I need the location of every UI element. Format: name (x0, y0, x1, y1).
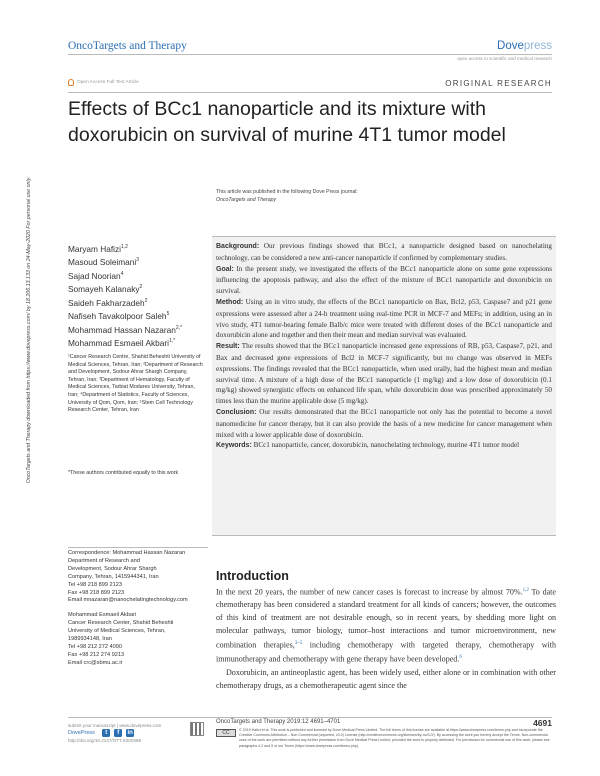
author-affiliation-ref: 2,* (175, 324, 183, 331)
author-name: Masoud Soleimani$^3$ (68, 257, 140, 268)
author-name: Somayeh Kalanaky$^2$ (68, 284, 143, 295)
author-name: Maryam Hafizi$^{1,2}$ (68, 243, 128, 254)
correspondence-1-heading: Correspondence: Mohammad Hassan Nazaran (68, 550, 186, 556)
article-type: ORIGINAL RESEARCH (445, 79, 552, 88)
author-affiliation-ref: 3 (136, 257, 140, 264)
publisher-logo-light: press (523, 40, 552, 52)
correspondence-line: Cancer Research Center, Shahid Beheshti (68, 620, 174, 627)
abstract-background: Background: Our previous findings showed that BCc1, a nanoparticle designed based on nanochelating technology, can be considered a new anti-cancer nanoparticle if confirmed by complementary studies. (216, 242, 552, 262)
publisher-logo[interactable] (497, 40, 552, 52)
doi-link[interactable]: http://doi.org/10.2147/OTT.S200388 (68, 738, 142, 744)
citation-ref[interactable]: 1,2 (522, 588, 529, 593)
author-affiliation-ref: 1,2 (121, 244, 128, 250)
correspondence-line: 1989934148, Iran (68, 636, 112, 643)
footer-brand[interactable]: DovePress (68, 730, 95, 737)
abstract-keywords: Keywords: BCc1 nanoparticle, cancer, doxorubicin, nanochelating technology, murine 4T1 tumor model (216, 441, 520, 450)
introduction-heading: Introduction (216, 569, 289, 583)
author-affiliation-ref: 2 (144, 297, 148, 304)
correspondence-rule (68, 547, 208, 548)
footer-citation: OncoTargets and Therapy 2019:12 4691–4701 (216, 719, 341, 725)
author-affiliation-ref: 1,* (169, 338, 176, 345)
qr-code-icon (190, 722, 204, 736)
correspondence-line: Tel +98 212 272 4090 (68, 643, 122, 650)
header-rule (68, 54, 552, 55)
footer-brand-row (68, 729, 208, 737)
footer-left (68, 722, 208, 744)
author-name: Sajad Noorian$^4$ (68, 270, 124, 281)
submit-manuscript-link[interactable]: submit your manuscript | www.dovepress.com (68, 723, 162, 728)
abstract-goal: Goal: In the present study, we investigated the effects of the BCc1 nanoparticle alone on some gene expressions influencing the apoptosis pathway, and also the effect of the mixture of BCc1 nanoparticle and doxorubicin on survival. (216, 264, 552, 296)
publisher-tagline: open access to scientific and medical research (457, 56, 552, 61)
affiliations: ¹Cancer Research Centre, Shahid Beheshti University of Medical Sciences, Tehran, Iran; ²Department of Research and Development, Sodour Ahrar Shargh Company, Tehran, Iran; ³Department of Hematology, Faculty of Medical Sciences, Tarbiat Modares University, Tehran, Iran; ⁴Department of Statistics, Faculty of Sciences, University of Qom, Qom, Iran; ⁵Stem Cell Technology Research Center, Tehran, Iran (68, 354, 203, 414)
open-access-label: Open Access Full Text Article (77, 80, 139, 85)
author-name: Nafiseh Tavakolpoor Saleh$^5$ (68, 311, 170, 322)
correspondence-line: Company, Tehran, 1415944341, Iran (68, 573, 159, 580)
author-affiliation-ref: 4 (120, 270, 124, 277)
correspondence-line: Department of Research and (68, 557, 140, 564)
publication-note (216, 188, 358, 204)
abstract-result: Result: The results showed that the BCc1 nanoparticle increased gene expressions of RB, p53, Caspase7, p21, and Bax and decreased gene expressions of Bcl2 in MCF-7 significantly, but no change was observed in MEFs expressions. The findings revealed that the BCc1 nanoparticle, when used orally, had the highest mean and median survival time. A mixture of a high dose of the BCc1 nanoparticle (1 mg/kg) and a low dose of doxorubicin (0.1 mg/kg) showed synergistic effects on enhanced life span, while doxorubicin dose was prescribed approximately 50 times less than the murine applicable dose (5 mg/kg). (216, 342, 552, 406)
citation-ref[interactable]: 3–5 (294, 640, 303, 646)
correspondence-2-heading: Mohammad Esmaeil Akbari (68, 612, 137, 619)
author-affiliation-ref: 5 (166, 311, 170, 318)
journal-name: OncoTargets and Therapy (68, 40, 187, 52)
correspondence-line: University of Medical Sciences, Tehran, (68, 628, 166, 635)
author-name: Saideh Fakharzadeh$^2$ (68, 297, 148, 308)
article-title: Effects of BCc1 nanoparticle and its mixture with doxorubicin on survival of murine 4T1 tumor model (68, 98, 506, 146)
publisher-logo-bold: Dove (497, 40, 524, 52)
correspondence-line[interactable]: Email crc@sbmu.ac.ir (68, 659, 123, 666)
correspondence-line: Tel +98 218 899 2123 (68, 581, 122, 588)
open-access-badge (68, 79, 139, 86)
author-name: Mohammad Hassan Nazaran$^{2,*}$ (68, 324, 183, 335)
correspondence-line: Fax +98 218 899 2123 (68, 589, 125, 596)
open-access-lock-icon (68, 79, 74, 86)
abstract-method: Method: Using an in vitro study, the effects of the BCc1 nanoparticle on Bax, Bcl2, p53, Caspase7 and p21 gene expressions were assessed after a 24-h treatment using real-time PCR in MCF-7 and MEFs; in addition, using an in vivo study, 4T1 tumor-bearing female Balb/c mice were treated with different doses of the BCc1 nanoparticle and doxorubicin alone and together and then their mean and median survival was evaluated. (216, 297, 552, 340)
twitter-icon[interactable]: t (102, 729, 110, 737)
correspondence-1-details (68, 558, 208, 605)
introduction-paragraph-1: In the next 20 years, the number of new cancer cases is forecast to increase by almost 70%.$^{1,2}$ To date chemotherapy has been considered a standard treatment for all kinds of cancers; however, the outcomes of this kind of treatment are not desirable enough, so in recent years, by shedding more light on molecular pathways, tumor biology, tumor–host interactions and tumor microenvironment, new combination therapies,$^{3-5}$ including chemotherapy with targeted therapy, chemotherapy with immunotherapy and chemotherapy with gene therapy have been developed.$^6$ (216, 587, 556, 664)
download-notice: OncoTargets and Therapy downloaded from https://www.dovepress.com/ by 18.206.13.133 on 24-May-2020 For personal use only. (26, 176, 32, 484)
correspondence-line: Fax +98 212 274 9213 (68, 651, 125, 658)
correspondence-line[interactable]: Email mnazaran@nanochelatingtechnology.com (68, 597, 188, 604)
abstract (216, 241, 552, 452)
citation-ref[interactable]: 6 (459, 655, 462, 661)
social-links (102, 729, 134, 737)
introduction-paragraph-2: Doxorubicin, an antineoplastic agent, has been widely used, either alone or in combination with other chemotherapy drugs, as a chemotherapeutic agent since the (216, 667, 556, 690)
abstract-conclusion: Conclusion: Our results demonstrated that the BCc1 nanoparticle not only has the potential to become a novel nanomedicine for cancer therapy, but it can also provide the basis of a new medicine for cancer management when mixed with a lower applicable dose of doxorubicin. (216, 407, 552, 439)
correspondence (68, 550, 208, 668)
page-number: 4691 (533, 718, 552, 728)
author-affiliation-ref: 2 (139, 284, 143, 291)
download-sidebar (20, 150, 50, 510)
publication-note-journal: OncoTargets and Therapy (216, 197, 277, 203)
equal-contribution-note: *These authors contributed equally to this work (68, 470, 179, 476)
title-rule (68, 92, 552, 93)
introduction-body (216, 585, 556, 692)
footer-rule (68, 717, 552, 718)
author-list (68, 242, 182, 350)
correspondence-line: Development, Sodour Ahrar Shargh (68, 565, 157, 572)
author-name: Mohammad Esmaeil Akbari$^{1,*}$ (68, 338, 176, 349)
correspondence-2-details (68, 620, 208, 667)
publication-note-line1: This article was published in the following Dove Press journal: (216, 189, 358, 195)
creative-commons-icon[interactable]: CC (216, 729, 236, 737)
facebook-icon[interactable]: f (114, 729, 122, 737)
license-text: © 2019 Hafizi et al. This work is published and licensed by Dove Medical Press Limited. The full terms of this license are available at https://www.dovepress.com/terms.php and incorporate the Creative Commons Attribution – Non Commercial (unported, v3.0) License (http://creativecommons.org/licenses/by-nc/3.0/). By accessing the work you hereby accept the Terms. Non-commercial uses of the work are permitted without any further permission from Dove Medical Press Limited, provided the work is properly attributed. For permission for commercial use of this work, please see paragraphs 4.2 and 5 of our Terms (https://www.dovepress.com/terms.php). (239, 728, 550, 748)
linkedin-icon[interactable]: in (127, 730, 133, 736)
